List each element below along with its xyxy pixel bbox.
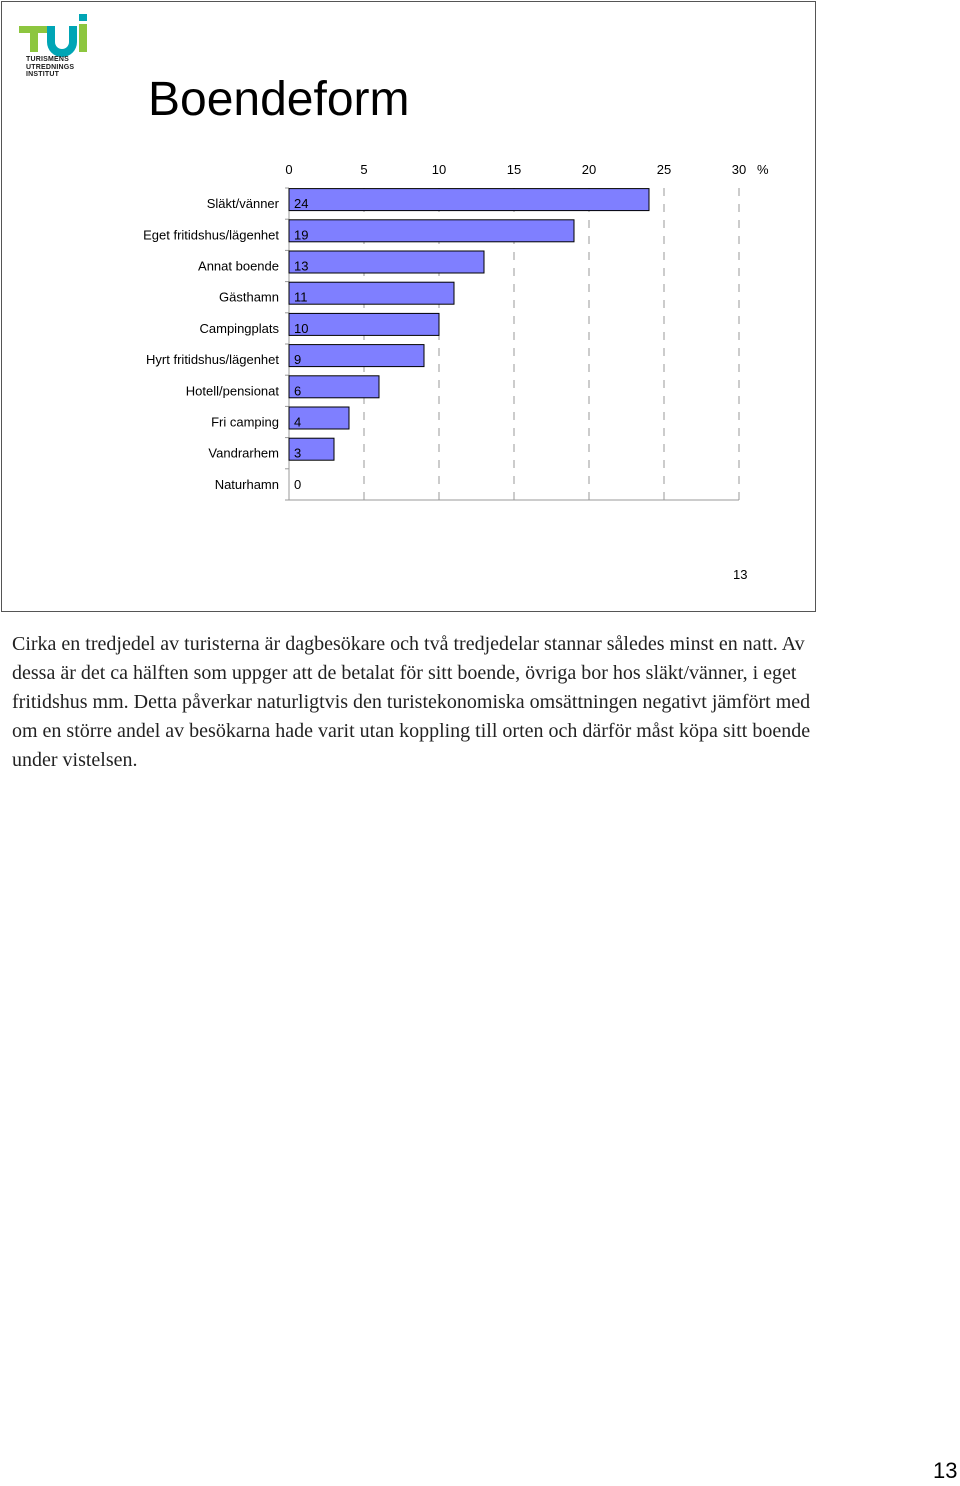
category-label: Annat boende (198, 258, 279, 274)
value-label: 11 (294, 289, 308, 305)
x-tick-label: 0 (285, 162, 293, 177)
logo-line-1: TURISMENS (26, 56, 70, 63)
x-unit-label: % (757, 162, 769, 177)
category-label: Gästhamn (219, 289, 279, 305)
slide-title: Boendeform (148, 73, 410, 126)
x-tick-label: 30 (731, 162, 747, 177)
x-tick-label: 10 (431, 162, 447, 177)
bar (289, 376, 379, 398)
bar (289, 313, 439, 335)
category-labels (143, 196, 280, 492)
category-label: Hotell/pensionat (185, 383, 279, 399)
category-label: Släkt/vänner (206, 196, 279, 212)
category-label: Fri camping (211, 414, 279, 430)
x-tick-label: 15 (506, 162, 522, 177)
value-label: 9 (294, 352, 302, 368)
x-tick-label: 5 (360, 162, 368, 177)
body-paragraph: Cirka en tredjedel av turisterna är dagbesökare och två tredjedelar stannar således minst en natt. Av dessa är det ca hälften som uppger att de betalat för sitt boende, övriga bor hos släkt/vänner, i eget fritidshus mm. Detta påverkar naturligtvis den turistekonomiska omsättningen negativt jämfört med om en större andel av besökarna hade varit utan koppling till orten och därför måst köpa sitt boende under vistelsen. (12, 633, 811, 771)
slide-frame (1, 1, 816, 612)
value-label: 6 (294, 383, 302, 399)
bar (289, 251, 484, 273)
value-label: 13 (294, 258, 309, 274)
logo-line-2: UTREDNINGS (26, 63, 75, 71)
bar (289, 282, 454, 304)
value-label: 10 (294, 320, 309, 336)
value-label: 3 (294, 445, 302, 461)
bar (289, 345, 424, 367)
x-tick-label: 25 (656, 162, 672, 177)
category-label: Eget fritidshus/lägenhet (143, 227, 279, 243)
value-label: 4 (294, 414, 302, 430)
chart-bars (289, 189, 649, 461)
slide-number: 13 (733, 567, 748, 582)
category-label: Vandrarhem (208, 445, 279, 461)
page-number: 13 (933, 1458, 958, 1483)
bar (289, 220, 574, 242)
value-label: 0 (294, 476, 302, 492)
logo-line-3: INSTITUT (26, 71, 60, 78)
x-tick-label: 20 (581, 162, 597, 177)
x-tick-labels (285, 162, 746, 177)
category-label: Naturhamn (214, 476, 279, 492)
value-label: 24 (294, 196, 309, 212)
value-label: 19 (294, 227, 309, 243)
bar (289, 189, 649, 211)
category-label: Hyrt fritidshus/lägenhet (146, 352, 279, 368)
bar-chart (2, 2, 815, 562)
category-label: Campingplats (199, 320, 279, 336)
